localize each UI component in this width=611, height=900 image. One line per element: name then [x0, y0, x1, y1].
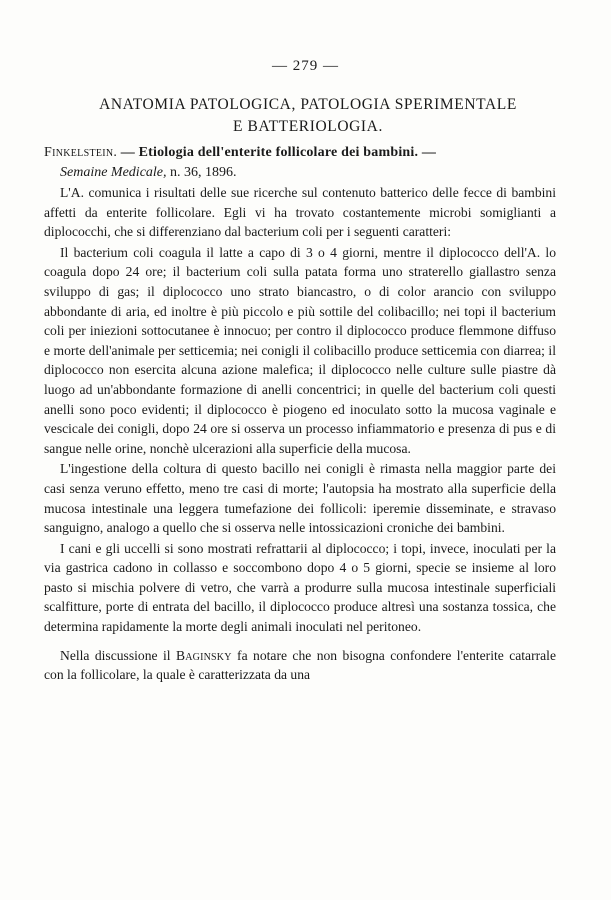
- paragraph: [44, 646, 556, 685]
- article-issue: n. 36, 1896.: [170, 165, 237, 180]
- article-author: Finkelstein.: [44, 145, 118, 160]
- article-title: — Etiologia dell'enterite follicolare dei bambini. —: [120, 145, 437, 160]
- paragraph: L'ingestione della coltura di questo bacillo nei conigli è rimasta nella maggior parte dei casi senza veruno effetto, meno tre casi di morte; l'autopsia ha mostrato alla superficie della mucosa intestinale una leggera tumefazione dei follicoli: iperemie disseminate, e stravaso sanguigno, analogo a quello che si osserva nelle intossicazioni croniche dei bambini.: [44, 461, 556, 536]
- article-body: [44, 183, 556, 685]
- article-journal: Semaine Medicale,: [60, 165, 167, 180]
- paragraph: Il bacterium coli coagula il latte a capo di 3 o 4 giorni, mentre il diplococco dell'A. lo coagula dopo 24 ore; il bacterium coli sulla patata forma uno straterello giallastro senza sviluppo di gas; il diplococco uno strato biancastro, o di color arancio con sviluppo abbondante di aria, ed inoltre è più piccolo e più sottile del colibacillo; nei topi il bacterium coli per iniezioni sottocutanee è innocuo; per contro il diplococco produce flemmone diffuso e morte dell'animale per setticemia; nei conigli il colibacillo produce setticemia con diarrea; il diplococco non esercita alcuna azione malefica; il diplococco nelle culture sulle piastre dà luogo ad un'abbondante formazione di anelli concentrici; in quelle del bacterium coli questi anelli sono poco evidenti; il diplococco è piogeno ed inoculato sotto la mucosa vaginale e vescicale dei conigli, dopo 24 ore si osserva un processo infiammatorio e presenza di pus e di sangue nelle orine, nonchè ulcerazioni alla superficie della mucosa.: [44, 244, 556, 456]
- paragraph: L'A. comunica i risultati delle sue ricerche sul contenuto batterico delle fecce di bambini affetti da enterite follicolare. Egli vi ha trovato costantemente microbi somiglianti a diplococchi, che si differenziano dal bacterium coli per i seguenti caratteri:: [44, 185, 556, 240]
- paragraph-text: fa notare che non bisogna confondere l'enterite catarrale con la follicolare, la quale è caratterizzata da una: [44, 647, 556, 683]
- section-title-line-2: E BATTERIOLOGIA.: [233, 118, 383, 135]
- article-header-line: [44, 143, 554, 163]
- person-name: Baginsky: [175, 647, 232, 663]
- paragraph: I cani e gli uccelli si sono mostrati refrattarii al diplococco; i topi, invece, inoculati per la via gastrica cadono in collasso e soccombono dopo 4 o 5 giorni, specie se insieme al loro pasto si mischia polvere di vetro, che varrà a produrre sulla mucosa intestinale superficiali scalfitture, porte di entrata del bacillo, il diplococco produce altresì una sostanza tossica, che determina rapidamente la morte degli animali inoculati nel peritoneo.: [44, 540, 556, 635]
- page-number: — 279 —: [272, 58, 339, 74]
- article-source: [44, 163, 554, 183]
- section-title-line-1: ANATOMIA PATOLOGICA, PATOLOGIA SPERIMENTALE: [99, 96, 517, 113]
- article-header: [44, 143, 554, 183]
- paragraph-text: Nella discussione il: [60, 647, 176, 663]
- section-title: [58, 94, 558, 138]
